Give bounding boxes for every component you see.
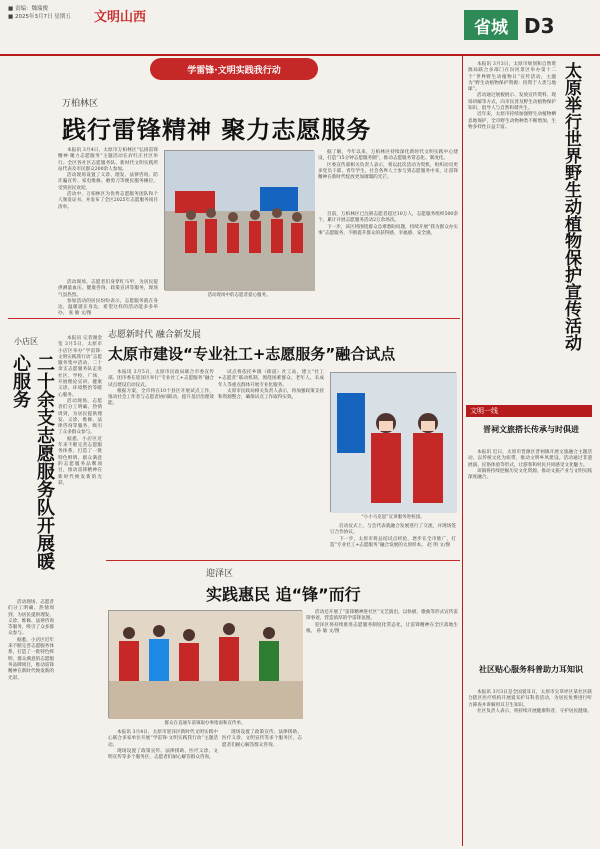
main-photo-caption: 活动现场中的志愿者爱心服务。: [207, 293, 271, 298]
left-body: [58, 336, 102, 826]
paragraph: 迎泽区将持续推进志愿服务制度化常态化，让雷锋精神在全区落地生根。 孙 敏 文/图: [306, 622, 458, 634]
paragraph: 本报讯 3月4日，太原市万柏林区“弘扬雷锋精神·聚力志愿服务”主题活动在府红庄社区举行。全区各社区志愿服务队、新时代文明实践所站代表及市民群众200余人参加。: [58, 148, 158, 172]
middle-column-3: [330, 524, 456, 554]
paragraph: 目前，万柏林区已注册志愿者超过10万人，志愿服务组织500余个，累计开展志愿服务活动2万余场次。: [318, 212, 458, 224]
paragraph: 活动现场设置了义诊、理发、法律咨询、防诈骗宣传、家电维修、磨剪刀等便民服务摊位，受到居民欢迎。: [58, 173, 158, 191]
sidebar-story1-body: [468, 450, 592, 630]
paragraph: 本报讯 3月5日，太原市民政局联合市委宣传部、团市委在迎泽区举行“专业社工+志愿服务”融合试点建设启动仪式。: [108, 370, 214, 388]
paragraph: 活动现场，志愿者们分工明确、热情周到，为居民提供理发、义诊、维修、法律咨询等服务，吸引了众多群众参与。: [58, 398, 102, 436]
volunteer-photo-illustration: [165, 151, 315, 291]
divider: [8, 318, 460, 319]
paragraph: 社区负责人表示，将持续开展健康科普，守护居民健康。: [477, 708, 592, 714]
paragraph: 下一步，太原市将总结试点经验，逐步在全市推广，打造“专业社工+志愿服务”融合发展的太原样本。 赵 明 文/图: [330, 536, 456, 548]
paragraph: 启动仪式上，与会代表就融合发展进行了交流，并现场签订合作协议。: [330, 524, 456, 536]
yingze-photo: [108, 610, 302, 718]
left-headline: 二十余支志愿服务队开展暖心服务: [10, 354, 55, 570]
paragraph: 根据方案，全市将在10个县区开展试点工作，推动社会工作者与志愿者协同联动，提升基层治理效能。: [108, 388, 214, 407]
middle-column-2: [218, 370, 324, 552]
yingze-column-1: [108, 730, 218, 840]
main-column-2: [318, 150, 458, 210]
sidebar-story1-title: 晋祠文旅搭长传承与时俱进: [483, 425, 579, 434]
sidebar-label-text: 文明一线: [470, 407, 498, 415]
main-kicker: 万柏林区: [62, 99, 99, 109]
main-column-1: [58, 148, 158, 276]
middle-kicker: 志愿新时代 融合新发展: [108, 330, 201, 340]
middle-headline: 太原市建设“专业社工+志愿服务”融合试点: [108, 345, 396, 363]
yingze-headline: 实践惠民 追“锋”而行: [206, 585, 361, 604]
edition-editor: ■ 责编：魏瑞俊: [8, 6, 48, 12]
paragraph: 本报讯 3月3日，太原市规划和自然资源局联合多部门在汾河景区举办第十二个“世界野生动植物日”宣传活动，主题为“野生动植物保护资源：投资于人类与地球”。: [468, 62, 556, 93]
yingze-column-3: [222, 730, 302, 840]
edition-date: ■ 2025年3月7日 星期五: [8, 14, 71, 20]
yingze-kicker: 迎泽区: [206, 569, 234, 579]
paragraph: 据了解，今年以来，万柏林区持续深化新时代文明实践中心建设，打造“15分钟志愿服务圈”，推动志愿服务常态化、制度化。: [318, 150, 458, 162]
right-body: [468, 62, 556, 398]
paragraph: 下一步，该区将围绕群众急难愁盼问题，持续开展“我为群众办实事”志愿服务，不断提升群众的获得感、幸福感、安全感。: [318, 224, 458, 236]
paragraph: 本报讯 记者谢金玺 3月5日，太原市小店区举办“学雷锋·文明实践我行动”志愿服务集中活动，二十余支志愿服务队走进社区、学校、广场，开展理论宣讲、健康义诊、环境整治等暖心服务。: [58, 336, 102, 398]
paragraph: 现场设置了政策宣传、法律援助、医疗义诊、文明宣传等多个服务区，志愿者们耐心解答群众咨询。: [108, 748, 218, 761]
campaign-banner: [150, 58, 318, 80]
page-number: D3: [524, 14, 555, 38]
paragraph: 本报讯 近日，太原市晋源区晋祠镇开展文旅融合主题活动，以传统文化为纽带，推动文明乡风建设。活动通过非遗展演、民俗体验等形式，让游客和村民共同感受文化魅力。: [468, 450, 592, 468]
main-photo: [164, 150, 314, 290]
paragraph: 参加活动的居民纷纷表示，志愿服务就在身边，温暖就在身边，希望这样的活动能多多举办。 张 敏 文/图: [58, 298, 158, 317]
section-label: 省城: [464, 10, 518, 40]
sidebar-story2-body: [468, 690, 592, 840]
yingze-photo-caption: 群众在直通车前领取办事指南和宣传单。: [164, 721, 246, 726]
paragraph: 活动现场，志愿者们分工明确、热情周到，为居民提供理发、义诊、维修、法律咨询等服务，吸引了众多群众参与。: [8, 600, 54, 637]
market-photo-illustration: [109, 611, 303, 719]
divider: [106, 560, 460, 561]
sidebar-label: [466, 405, 592, 417]
paragraph: 据悉，小店区近年来不断完善志愿服务体系，打造了一批特色鲜明、群众满意的志愿服务品牌项目，推动雷锋精神在新时代焕发新的光彩。: [8, 637, 54, 681]
paragraph: 本报讯 3月4日，太原市迎泽区新时代文明实践中心联合多家单位开展“学雷锋·文明实践我行动”主题活动。: [108, 730, 218, 748]
newspaper-brand: 文明山西: [94, 10, 147, 25]
right-headline: 太原举行世界野生动植物保护宣传活动: [561, 62, 581, 351]
paragraph: 试点将依托乡镇（街道）社工站，建立“社工+志愿者”联动机制，围绕困难群众、老年人、未成年人等重点群体开展专业化服务。: [218, 370, 324, 388]
paragraph: 活动中，万柏林区为优秀志愿服务团队和个人颁发证书，并发布了全区2025年志愿服务项目清单。: [58, 192, 158, 210]
banner-text: 学雷锋·文明实践我行动: [187, 65, 281, 76]
paragraph: 据悉，小店区近年来不断完善志愿服务体系，打造了一批特色鲜明、群众满意的志愿服务品牌项目，推动雷锋精神在新时代焕发新的光彩。: [58, 436, 102, 486]
main-column-4: [58, 280, 158, 317]
paragraph: 太原市民政局相关负责人表示，将加强政策支持和资源整合，确保试点工作取得实效。: [218, 388, 324, 401]
paragraph: 区委宣传部相关负责人表示，将以此次活动为契机，组织动员更多党员干部、青年学生、社会各界人士参与到志愿服务中来，让雷锋精神在新时代绽放更加璀璨的光芒。: [318, 162, 458, 181]
main-column-3: [318, 212, 458, 292]
paragraph: 该镇将持续挖掘历史文化资源，推动文旅产业与文明实践深度融合。: [468, 468, 592, 481]
middle-photo: [330, 372, 456, 512]
middle-photo-caption: “小小马克思”宣讲服务进校园。: [361, 515, 425, 520]
yingze-column-2: [306, 610, 458, 840]
paragraph: 本报讯 3月3日是全国爱耳日，太原市尖草坪区某社区联合辖区医疗机构开展爱耳护耳科普活动，为居民免费进行听力筛查并讲解用耳卫生知识。: [468, 690, 592, 708]
paragraph: 活动现场，志愿者们身穿红马甲，为居民提供测量血压、健康咨询、政策宣讲等服务，现场气氛热烈。: [58, 280, 158, 298]
page-header: [0, 0, 600, 56]
paragraph: 现场设置了政策宣传、法律援助、医疗义诊、文明宣传等多个服务区，志愿者们耐心解答群众咨询。: [222, 730, 302, 748]
students-photo-illustration: [331, 373, 457, 513]
left-kicker: 小店区: [14, 337, 38, 346]
middle-column-1: [108, 370, 214, 552]
main-headline: 践行雷锋精神 聚力志愿服务: [62, 116, 372, 144]
paragraph: 活动通过展板展示、发放宣传资料、现场讲解等方式，向市民普及野生动植物保护知识，倡导人与自然和谐共生。: [468, 93, 556, 112]
paragraph: 近年来，太原市持续加强野生动植物栖息地保护，全市野生动物种类不断增加，生物多样性日益丰富。: [468, 112, 556, 130]
column-rule: [462, 56, 463, 846]
sidebar-story2-title: 社区贴心服务科普助力耳知识: [479, 665, 583, 674]
paragraph: 活动还开展了“雷锋精神进社区”文艺演出，以快板、歌曲等形式宣传雷锋事迹，营造浓厚的学雷锋氛围。: [306, 610, 458, 622]
left-body-continued: [8, 600, 54, 826]
